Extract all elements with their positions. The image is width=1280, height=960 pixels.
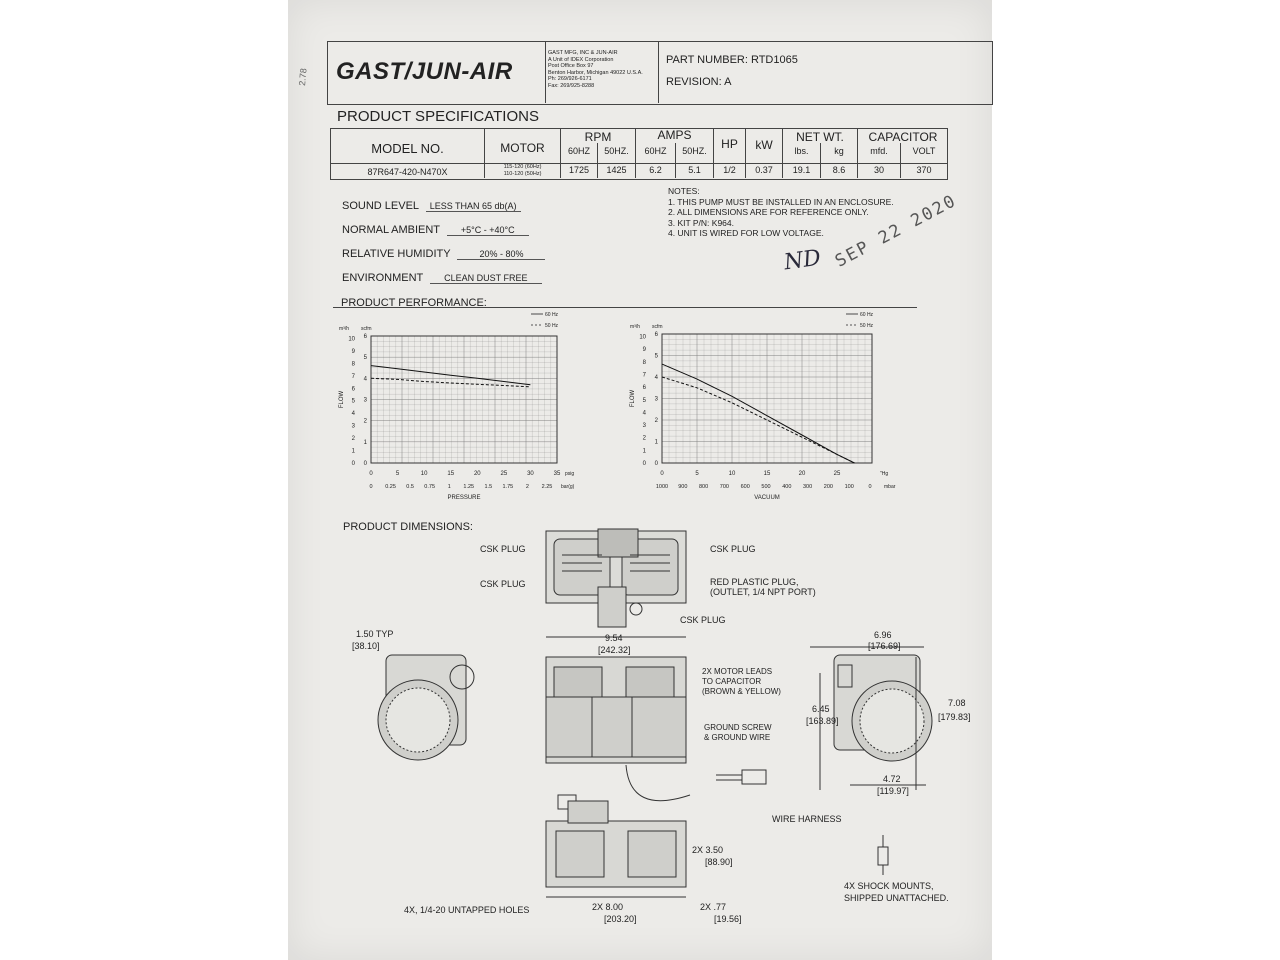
y-tick-m3h: 1 [642, 448, 646, 455]
series-50hz-line [371, 378, 530, 387]
pump-bottom-view [546, 801, 686, 897]
cell-volt: 370 [916, 165, 932, 175]
sub-amps50: 50HZ. [682, 146, 707, 156]
cond-environment: ENVIRONMENT CLEAN DUST FREE [342, 272, 542, 284]
legend-60-label: 60 Hz [545, 312, 559, 318]
y-tick-scfm: 3 [654, 396, 658, 403]
legend-50-label: 50 Hz [545, 323, 559, 329]
y-unit-m3h: m³/h [339, 326, 349, 332]
x-tick-secondary: 900 [678, 484, 688, 490]
handwritten-signature: ND [782, 245, 823, 276]
y-tick-m3h: 2 [351, 436, 355, 443]
label-csk-plug-4: CSK PLUG [680, 615, 726, 625]
y-tick-scfm: 6 [363, 334, 367, 340]
cond-humidity-value: 20% - 80% [457, 249, 545, 260]
x-unit-secondary: bar(g) [561, 484, 575, 490]
label-right-height-mm: [163.89] [806, 716, 839, 726]
x-tick-secondary: 700 [719, 484, 729, 490]
y-tick-m3h: 6 [351, 386, 355, 393]
note-1: 1. THIS PUMP MUST BE INSTALLED IN AN ENCLOSURE. [668, 196, 894, 207]
date-stamp: SEP 22 2020 [832, 190, 961, 272]
col-motor: MOTOR [500, 141, 545, 155]
label-motor-leads: 2X MOTOR LEADS TO CAPACITOR (BROWN & YELLOW) [702, 667, 781, 696]
cell-kg: 8.6 [832, 165, 846, 175]
y-tick-m3h: 4 [351, 411, 355, 418]
shock-mount [878, 835, 888, 875]
label-ground: GROUND SCREW & GROUND WIRE [704, 723, 772, 742]
y-tick-m3h: 0 [642, 461, 646, 467]
y-tick-m3h: 5 [642, 397, 646, 404]
col-model: MODEL NO. [371, 141, 444, 156]
notes-title: NOTES: [668, 186, 700, 196]
x-tick-secondary: 2.25 [541, 484, 553, 490]
note-2: 2. ALL DIMENSIONS ARE FOR REFERENCE ONLY. [668, 207, 869, 217]
label-bottom-depth-mm: [88.90] [705, 857, 733, 867]
pump-left-view [378, 655, 474, 760]
y-tick-scfm: 5 [363, 355, 367, 362]
col-capacitor: CAPACITOR [868, 130, 938, 144]
x-tick: 30 [527, 471, 534, 477]
x-tick-secondary: 300 [803, 484, 813, 490]
y-tick-scfm: 4 [654, 375, 658, 381]
x-tick-secondary: 200 [823, 484, 833, 490]
x-tick-secondary: 400 [782, 484, 792, 490]
cell-lbs: 19.1 [792, 165, 811, 175]
y-tick-scfm: 0 [654, 461, 658, 467]
label-right-height2: 7.08 [948, 698, 966, 708]
y-unit-scfm: scfm [361, 326, 372, 332]
y-tick-scfm: 1 [654, 439, 658, 446]
label-right-width-mm: [176.69] [868, 641, 901, 651]
y-tick-m3h: 3 [351, 423, 355, 430]
col-hp: HP [721, 137, 738, 151]
sub-kg: kg [834, 146, 844, 156]
note-4: 4. UNIT IS WIRED FOR LOW VOLTAGE. [668, 228, 824, 238]
company-address: GAST MFG, INC & JUN-AIR A Unit of IDEX Corporation Post Office Box 97 Benton Harbor, Michigan 49022 U.S.A. Ph: 269/926-6171 Fax: 269/925-8288 [548, 50, 643, 89]
chart-grid [662, 334, 872, 463]
label-width: 9.54 [605, 633, 623, 643]
x-tick-secondary: 0 [369, 484, 373, 490]
x-tick-secondary: 1.25 [463, 484, 475, 490]
cell-amps60: 6.2 [649, 165, 662, 175]
y-tick-m3h: 9 [642, 347, 646, 354]
x-unit-primary: "Hg [880, 471, 889, 477]
label-bottom-width: 2X 8.00 [592, 902, 624, 912]
part-number: PART NUMBER: RTD1065 [666, 54, 798, 66]
x-tick: 10 [728, 471, 736, 477]
cond-environment-value: CLEAN DUST FREE [430, 273, 541, 284]
label-bottom-spacing-mm: [19.56] [714, 914, 742, 924]
x-tick: 15 [447, 471, 455, 477]
cell-amps50: 5.1 [688, 165, 701, 175]
y-tick-m3h: 5 [351, 398, 355, 405]
cond-humidity: RELATIVE HUMIDITY 20% - 80% [342, 248, 545, 260]
y-tick-m3h: 1 [351, 448, 355, 455]
label-holes: 4X, 1/4-20 UNTAPPED HOLES [404, 905, 530, 915]
y-tick-m3h: 7 [642, 372, 646, 379]
notes-block [668, 186, 894, 239]
x-tick-secondary: 1.75 [502, 484, 514, 490]
label-right-base: 4.72 [883, 774, 901, 784]
legend-60-label: 60 Hz [860, 312, 874, 318]
y-tick-scfm: 1 [363, 439, 367, 446]
label-right-height: 6.45 [812, 704, 830, 714]
company-logo: GAST/JUN-AIR [336, 58, 513, 85]
cond-ambient-value: +5°C - +40°C [447, 225, 529, 236]
y-unit-scfm: scfm [652, 324, 663, 330]
x-tick-secondary: 600 [740, 484, 750, 490]
x-tick: 0 [369, 471, 373, 477]
y-tick-m3h: 3 [642, 423, 646, 430]
sub-lbs: lbs. [794, 146, 809, 156]
label-red-plug-2: (OUTLET, 1/4 NPT PORT) [710, 587, 816, 597]
margin-note: 2.78 [297, 67, 309, 87]
x-tick-secondary: 2 [525, 484, 529, 490]
note-3: 3. KIT P/N: K964. [668, 217, 734, 228]
x-tick: 5 [695, 471, 699, 477]
label-typ: 1.50 TYP [356, 629, 394, 639]
cell-kw: 0.37 [755, 165, 773, 175]
legend-50-label: 50 Hz [860, 323, 874, 329]
label-shock-1: 4X SHOCK MOUNTS, [844, 881, 934, 891]
x-axis-label: VACUUM [754, 495, 780, 501]
y-tick-m3h: 10 [639, 334, 646, 341]
pressure-chart [333, 308, 588, 508]
y-tick-m3h: 7 [351, 373, 355, 380]
y-axis-label: FLOW [630, 389, 636, 408]
series-60hz-line [662, 364, 855, 463]
cell-rpm50: 1425 [606, 165, 627, 175]
x-tick-secondary: 1.5 [484, 484, 493, 490]
x-tick: 25 [500, 471, 508, 477]
y-tick-scfm: 2 [654, 418, 658, 424]
y-tick-m3h: 10 [348, 336, 355, 343]
x-tick-secondary: 1 [447, 484, 451, 490]
label-csk-plug-1: CSK PLUG [480, 544, 526, 554]
sub-mfd: mfd. [870, 146, 888, 156]
x-tick-secondary: 800 [699, 484, 709, 490]
y-unit-m3h: m³/h [630, 324, 640, 330]
x-tick: 25 [833, 471, 841, 477]
sub-rpm60: 60HZ [567, 146, 590, 156]
x-tick-secondary: 0 [868, 484, 872, 490]
x-tick-secondary: 0.75 [424, 484, 436, 490]
x-tick-secondary: 1000 [655, 484, 669, 490]
x-tick: 20 [473, 471, 481, 477]
x-tick: 15 [763, 471, 771, 477]
x-tick: 35 [553, 471, 561, 477]
col-kw: kW [755, 138, 773, 152]
chart-grid [371, 336, 557, 463]
y-tick-m3h: 6 [642, 385, 646, 392]
label-right-height2-mm: [179.83] [938, 712, 971, 722]
label-red-plug-1: RED PLASTIC PLUG, [710, 577, 799, 587]
label-typ-mm: [38.10] [352, 641, 380, 651]
series-60hz-line [371, 366, 530, 385]
label-bottom-spacing: 2X .77 [700, 902, 727, 912]
y-tick-m3h: 2 [642, 435, 646, 442]
y-tick-scfm: 6 [654, 332, 658, 338]
x-unit-primary: psig [565, 471, 575, 477]
y-axis-label: FLOW [339, 390, 345, 409]
x-tick-secondary: 100 [844, 484, 854, 490]
dimensions-title: PRODUCT DIMENSIONS: [343, 521, 473, 533]
col-netwt: NET WT. [796, 130, 844, 144]
x-tick-secondary: 0.5 [406, 484, 414, 490]
sub-rpm50: 50HZ. [604, 146, 629, 156]
cell-hp: 1/2 [723, 165, 736, 175]
label-right-width: 6.96 [874, 630, 892, 640]
label-bottom-depth: 2X 3.50 [692, 845, 724, 855]
label-bottom-width-mm: [203.20] [604, 914, 637, 924]
y-tick-scfm: 5 [654, 353, 658, 360]
cell-model: 87R647-420-N470X [367, 167, 448, 177]
cell-rpm60: 1725 [568, 165, 590, 175]
label-csk-plug-2: CSK PLUG [480, 579, 526, 589]
y-tick-scfm: 0 [363, 461, 367, 467]
cell-motor: 115-120 (60Hz) 110-120 (50Hz) [503, 164, 542, 177]
y-tick-m3h: 9 [351, 348, 355, 355]
label-shock-2: SHIPPED UNATTACHED. [844, 893, 949, 903]
y-tick-m3h: 8 [642, 359, 646, 366]
label-csk-plug-3: CSK PLUG [710, 544, 756, 554]
cell-mfd: 30 [873, 165, 884, 175]
y-tick-m3h: 0 [351, 461, 355, 467]
y-tick-scfm: 2 [363, 418, 367, 425]
col-rpm: RPM [584, 130, 612, 144]
col-amps: AMPS [657, 128, 692, 142]
y-tick-scfm: 3 [363, 397, 367, 404]
label-width-mm: [242.32] [598, 645, 631, 655]
specs-title: PRODUCT SPECIFICATIONS [337, 108, 539, 125]
cond-sound: SOUND LEVEL LESS THAN 65 db(A) [342, 200, 521, 212]
x-tick-secondary: 0.25 [385, 484, 396, 490]
revision: REVISION: A [666, 76, 732, 88]
x-tick: 0 [660, 471, 664, 477]
label-wire-harness: WIRE HARNESS [772, 814, 842, 824]
y-tick-m3h: 8 [351, 361, 355, 368]
vacuum-chart [612, 308, 917, 508]
y-tick-scfm: 4 [363, 376, 367, 383]
x-tick: 10 [420, 471, 428, 477]
label-right-base-mm: [119.97] [877, 786, 909, 796]
x-unit-secondary: mbar [884, 484, 896, 490]
cond-ambient: NORMAL AMBIENT +5°C - +40°C [342, 224, 529, 236]
x-axis-label: PRESSURE [447, 495, 481, 501]
cond-sound-value: LESS THAN 65 db(A) [426, 201, 521, 212]
performance-title: PRODUCT PERFORMANCE: [341, 297, 487, 309]
pump-top-view [546, 529, 686, 627]
x-tick-secondary: 500 [761, 484, 771, 490]
sub-volt: VOLT [912, 146, 936, 156]
y-tick-m3h: 4 [642, 410, 646, 417]
x-tick: 5 [395, 471, 400, 477]
sub-amps60: 60HZ [644, 146, 667, 156]
x-tick: 20 [798, 471, 806, 477]
